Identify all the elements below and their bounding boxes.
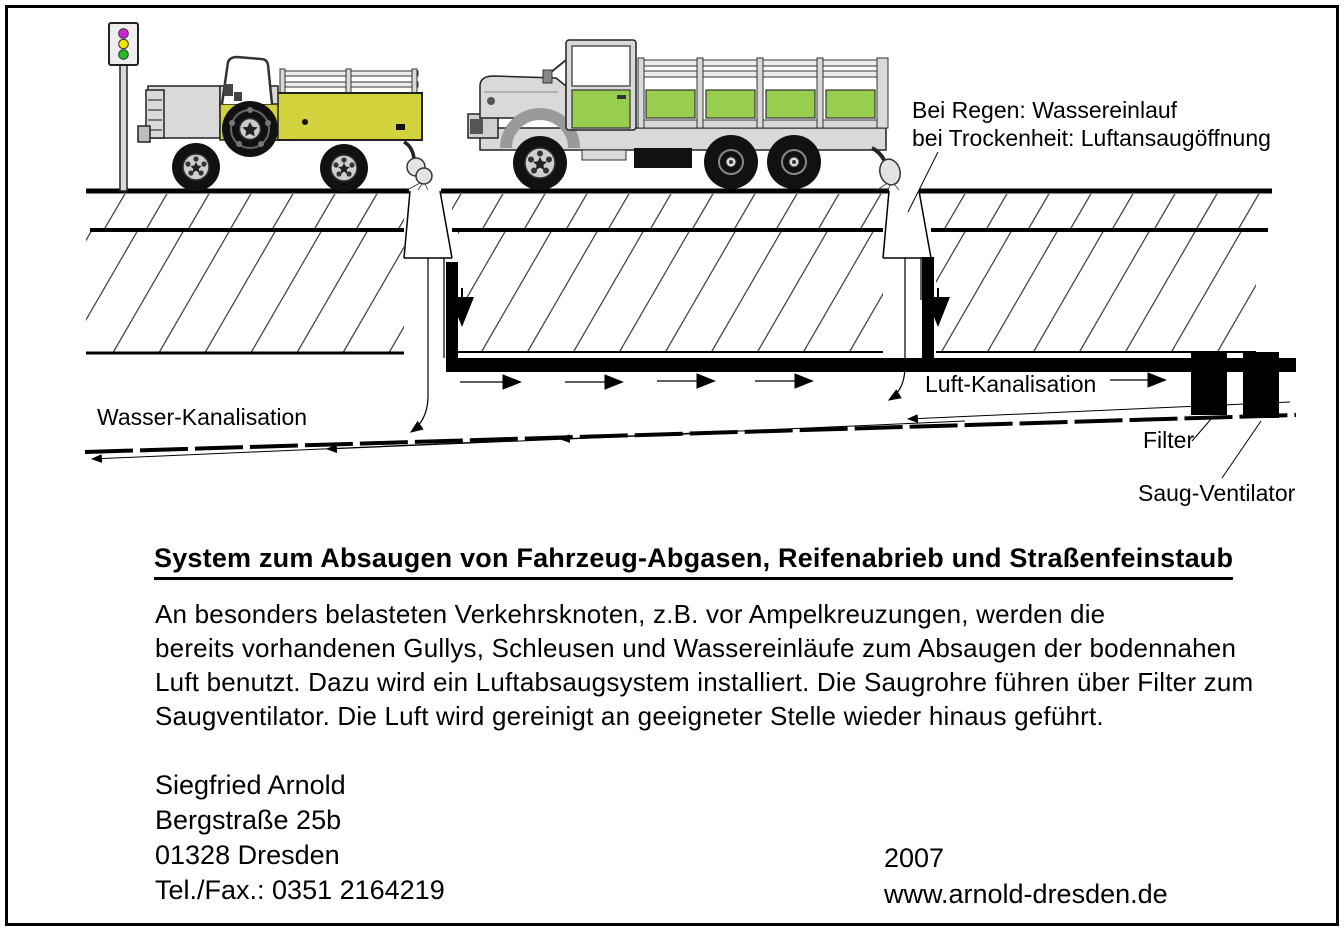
paragraph-line-3: Luft benutzt. Dazu wird ein Luftabsaugsystem installiert. Die Saugrohre führen über Filter zum	[155, 667, 1254, 697]
traffic-light	[109, 23, 138, 191]
water-channel-label: Wasser-Kanalisation	[97, 404, 308, 430]
paragraph-line-2: bereits vorhandenen Gullys, Schleusen und Wassereinläufe zum Absaugen der bodennahen	[155, 633, 1237, 663]
page-title: System zum Absaugen von Fahrzeug-Abgasen, Reifenabrieb und Straßenfeinstaub	[154, 543, 1233, 580]
large-truck-exhaust	[872, 148, 903, 190]
large-truck-rear-wheel-2	[767, 135, 821, 189]
footer-website: www.arnold-dresden.de	[884, 879, 1168, 909]
small-truck	[138, 57, 432, 192]
small-truck-bumper	[138, 126, 150, 142]
left-gully	[404, 191, 452, 432]
fan-label: Saug-Ventilator	[1138, 480, 1296, 506]
footer-year: 2007	[884, 843, 945, 873]
large-truck-fuel-tank	[634, 148, 692, 168]
small-truck-bed	[270, 93, 422, 140]
inlet-label-line1: Bei Regen: Wassereinlauf	[912, 97, 1178, 123]
small-truck-spare-tire	[222, 101, 278, 157]
traffic-light-middle-lamp	[119, 39, 129, 49]
ground-layer	[86, 232, 1256, 353]
fan-leader-line	[1222, 421, 1261, 478]
small-truck-rear-wheel	[320, 144, 368, 192]
description-paragraph	[155, 597, 1253, 733]
contact-phone: Tel./Fax.: 0351 2164219	[155, 875, 445, 905]
traffic-light-pole	[120, 63, 127, 191]
large-truck-rear-wheel-1	[704, 135, 758, 189]
paragraph-line-4: Saugventilator. Die Luft wird gereinigt an geeigneter Stelle wieder hinaus geführt.	[155, 701, 1104, 731]
contact-name: Siegfried Arnold	[155, 770, 346, 800]
paragraph-line-1: An besonders belasteten Verkehrsknoten, z.B. vor Ampelkreuzungen, werden die	[155, 599, 1106, 629]
small-truck-front-wheel	[172, 143, 220, 191]
filter-label: Filter	[1143, 427, 1195, 453]
small-truck-windshield	[222, 57, 272, 104]
large-truck	[468, 40, 903, 190]
small-truck-exhaust	[404, 142, 432, 190]
fan-box	[1243, 352, 1279, 418]
contact-block	[155, 768, 445, 908]
filter-leader-line	[1192, 418, 1212, 441]
large-truck-front-wheel	[513, 136, 567, 190]
traffic-light-top-lamp	[119, 29, 129, 39]
air-channel-label: Luft-Kanalisation	[925, 371, 1097, 397]
footer-right-block	[884, 840, 1168, 912]
asphalt-layer	[86, 194, 1268, 230]
contact-city: 01328 Dresden	[155, 840, 340, 870]
large-truck-mirror	[543, 70, 552, 83]
inlet-label-line2: bei Trockenheit: Luftansaugöffnung	[912, 125, 1271, 151]
traffic-light-bottom-lamp	[119, 50, 129, 60]
large-truck-tailgate	[877, 58, 888, 128]
contact-street: Bergstraße 25b	[155, 805, 342, 835]
large-truck-window	[572, 46, 630, 86]
